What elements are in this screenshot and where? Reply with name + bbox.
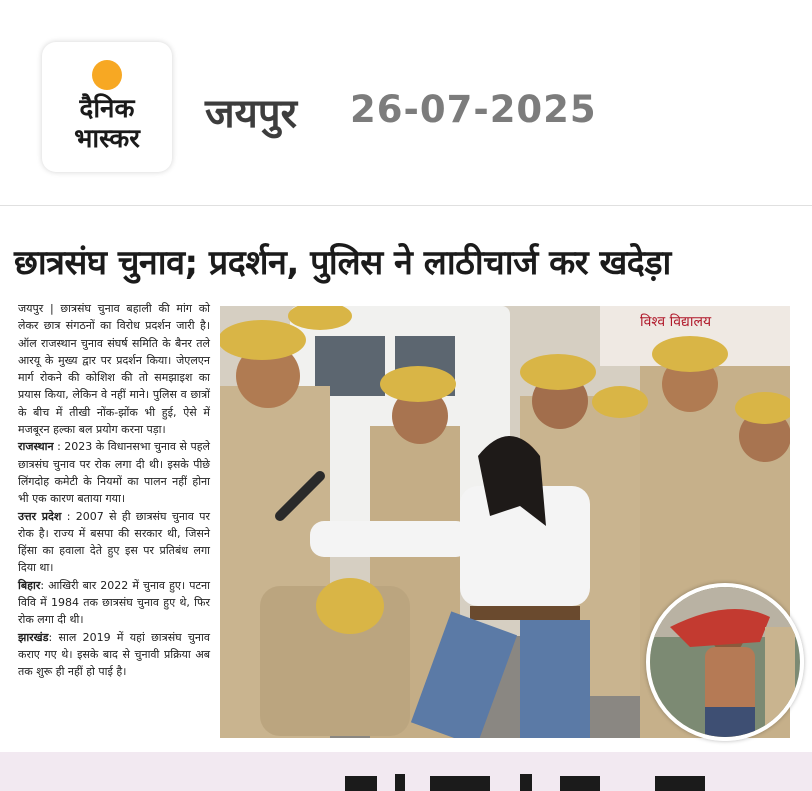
bihar-paragraph (18, 577, 210, 629)
headline: छात्रसंघ चुनाव; प्रदर्शन, पुलिस ने लाठीचार्ज कर खदेड़ा (14, 243, 671, 283)
jharkhand-paragraph (18, 629, 210, 681)
up-label: उत्तर प्रदेश (18, 509, 62, 523)
lead-place: जयपुर (18, 302, 44, 315)
bottom-strip (0, 752, 812, 791)
lead-text: | छात्रसंघ चुनाव बहाली की मांग को लेकर छात्र संगठनों का विरोध प्रदर्शन जारी है। ऑल राजस्थान चुनाव संघर्ष समिति के बैनर तले आरयू के मुख्य द्वार पर प्रदर्शन किया। जेएलएन मार्ग रोकने की कोशिश की तो समझाइश का प्रयास किया, लेकिन वे नहीं माने। पुलिस व छात्रों के बीच में तीखी नोंक-झोंक भी हुई, ऐसे में मजबूरन हल्का बल प्रयोग करना पड़ा। (18, 302, 210, 437)
rajasthan-paragraph (18, 438, 210, 507)
jharkhand-text: : साल 2019 में यहां छात्रसंघ चुनाव कराए गए थे। इसके बाद से चुनावी प्रक्रिया अब तक शुरू ही नहीं हो पाई है। (18, 630, 210, 679)
bihar-text: : आखिरी बार 2022 में चुनाव हुए। पटना विवि में 1984 तक छात्रसंघ चुनाव हुए थे, फिर रोक लगा दी थी। (18, 578, 210, 627)
logo-line-2: भास्कर (74, 124, 140, 154)
rajasthan-label: राजस्थान (18, 440, 54, 454)
up-text: : 2007 से ही छात्रसंघ चुनाव पर रोक है। राज्य में बसपा की सरकार थी, जिसने हिंसा का हवाला देते हुए इस पर प्रतिबंध लगा दिया था। (18, 509, 210, 575)
university-sign: विश्व विद्यालय (640, 314, 712, 330)
sun-icon (92, 60, 122, 90)
lead-paragraph (18, 300, 210, 438)
edition-date: 26-07-2025 (350, 88, 597, 131)
cropped-next-headline (0, 752, 812, 791)
rajasthan-text: : 2023 के विधानसभा चुनाव से पहले छात्रसंघ चुनाव पर रोक लगा दी थी। इसके पीछे लिंगदोह कमेटी के नियमों का पालन नहीं होना भी एक कारण बताया गया। (18, 440, 210, 506)
edition-city: जयपुर (205, 91, 297, 137)
up-paragraph (18, 508, 210, 577)
inset-scene (650, 587, 800, 737)
article-body (18, 300, 210, 681)
bihar-label: बिहार (18, 578, 41, 592)
police-crouching (260, 578, 410, 736)
header-divider (0, 205, 812, 206)
logo-line-1: दैनिक (79, 94, 135, 124)
inset-photo (646, 583, 804, 741)
dainik-bhaskar-logo (42, 42, 172, 172)
jharkhand-label: झारखंड (18, 630, 49, 644)
